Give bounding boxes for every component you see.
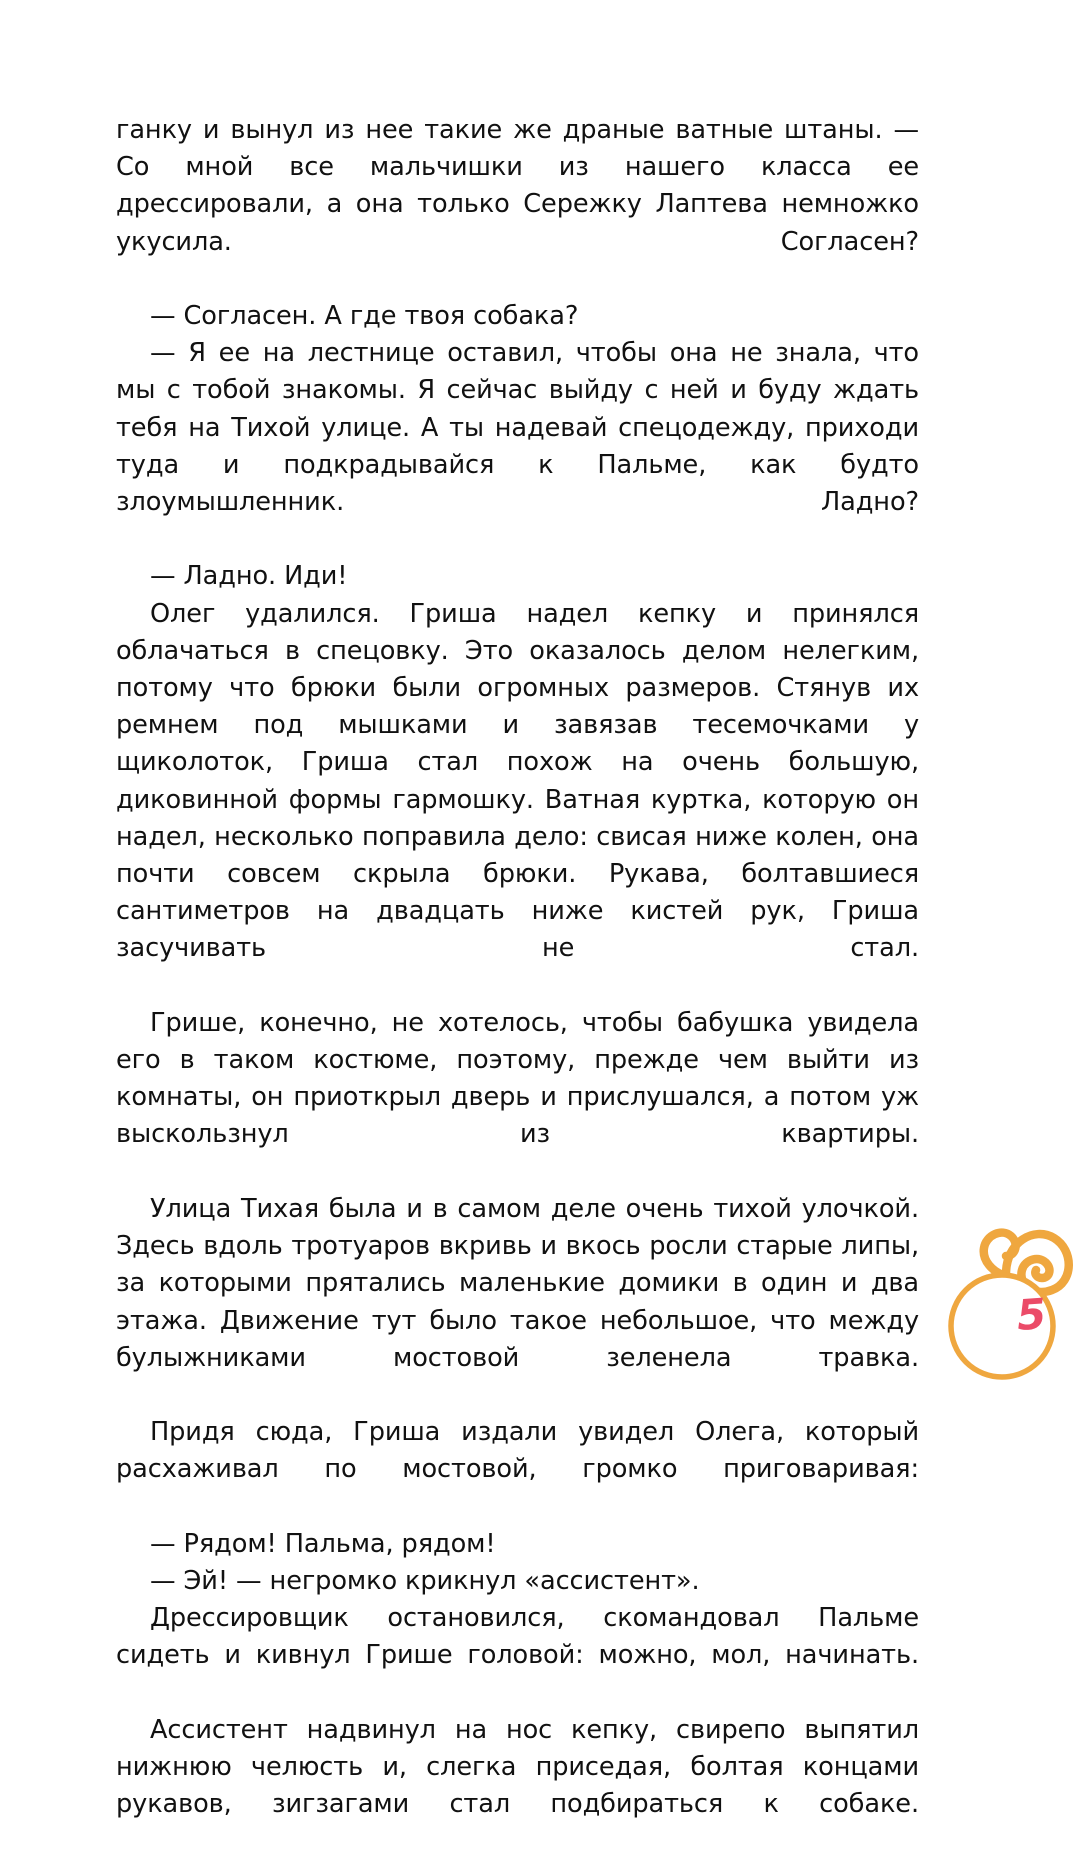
dialogue-line: — Эй! — негромко крикнул «ассистент».	[150, 1565, 700, 1596]
paragraph: Улица Тихая была и в самом деле очень тихой улочкой. Здесь вдоль тротуаров вкривь и вкось росли старые липы, за которыми прятались маленькие домики в один и два этажа. Движение тут было такое небольшое, что между булыжниками мостовой зеленела травка.	[116, 1193, 919, 1373]
page-number: 5	[1015, 1289, 1048, 1340]
paragraph: Дрессировщик остановился, скомандовал Пальме сидеть и кивнул Грише головой: можно, мол, начинать.	[116, 1603, 919, 1671]
paragraph: Ассистент надвинул на нос кепку, свирепо выпятил нижнюю челюсть и, слегка приседая, болтая концами рукавов, зигзагами стал подбираться к собаке.	[116, 1714, 919, 1820]
dialogue-line: — Согласен. А где твоя собака?	[150, 301, 579, 332]
dialogue-line: — Рядом! Пальма, рядом!	[150, 1528, 496, 1559]
hook-curl-icon	[984, 1233, 1016, 1276]
paragraph: Олег удалился. Гриша надел кепку и принялся облачаться в спецовку. Это оказалось делом нелегким, потому что брюки были огромных размеров. Стянув их ремнем под мышками и завязав тесемочками у щиколоток, Гриша стал похож на очень большую, диковинной формы гармошку. Ватная куртка, которую он надел, несколько поправила дело: свисая ниже колен, она почти совсем скрыла брюки. Рукава, болтавшиеся сантиметров на двадцать ниже кистей рук, Гриша засучивать не стал.	[116, 598, 919, 964]
paragraph: Придя сюда, Гриша издали увидел Олега, который расхаживал по мостовой, громко приговаривая:	[116, 1417, 919, 1485]
body-text-column	[116, 112, 919, 1861]
paragraph: ганку и вынул из нее такие же драные ватные штаны. — Со мной все мальчишки из нашего класса ее дрессировали, а она только Сережку Лаптева немножко укусила. Согласен?	[116, 115, 919, 257]
paragraph: Грише, конечно, не хотелось, чтобы бабушка увидела его в таком костюме, поэтому, прежде чем выйти из комнаты, он приоткрыл дверь и прислушался, а потом уж выскользнул из квартиры.	[116, 1007, 919, 1150]
dialogue-line: — Я ее на лестнице оставил, чтобы она не знала, что мы с тобой знакомы. Я сейчас выйду с ней и буду ждать тебя на Тихой улице. А ты надевай спецодежду, приходи туда и подкрадывайся к Пальме, как будто злоумышленник. Ладно?	[116, 338, 919, 518]
dialogue-line: — Ладно. Иди!	[150, 561, 348, 592]
